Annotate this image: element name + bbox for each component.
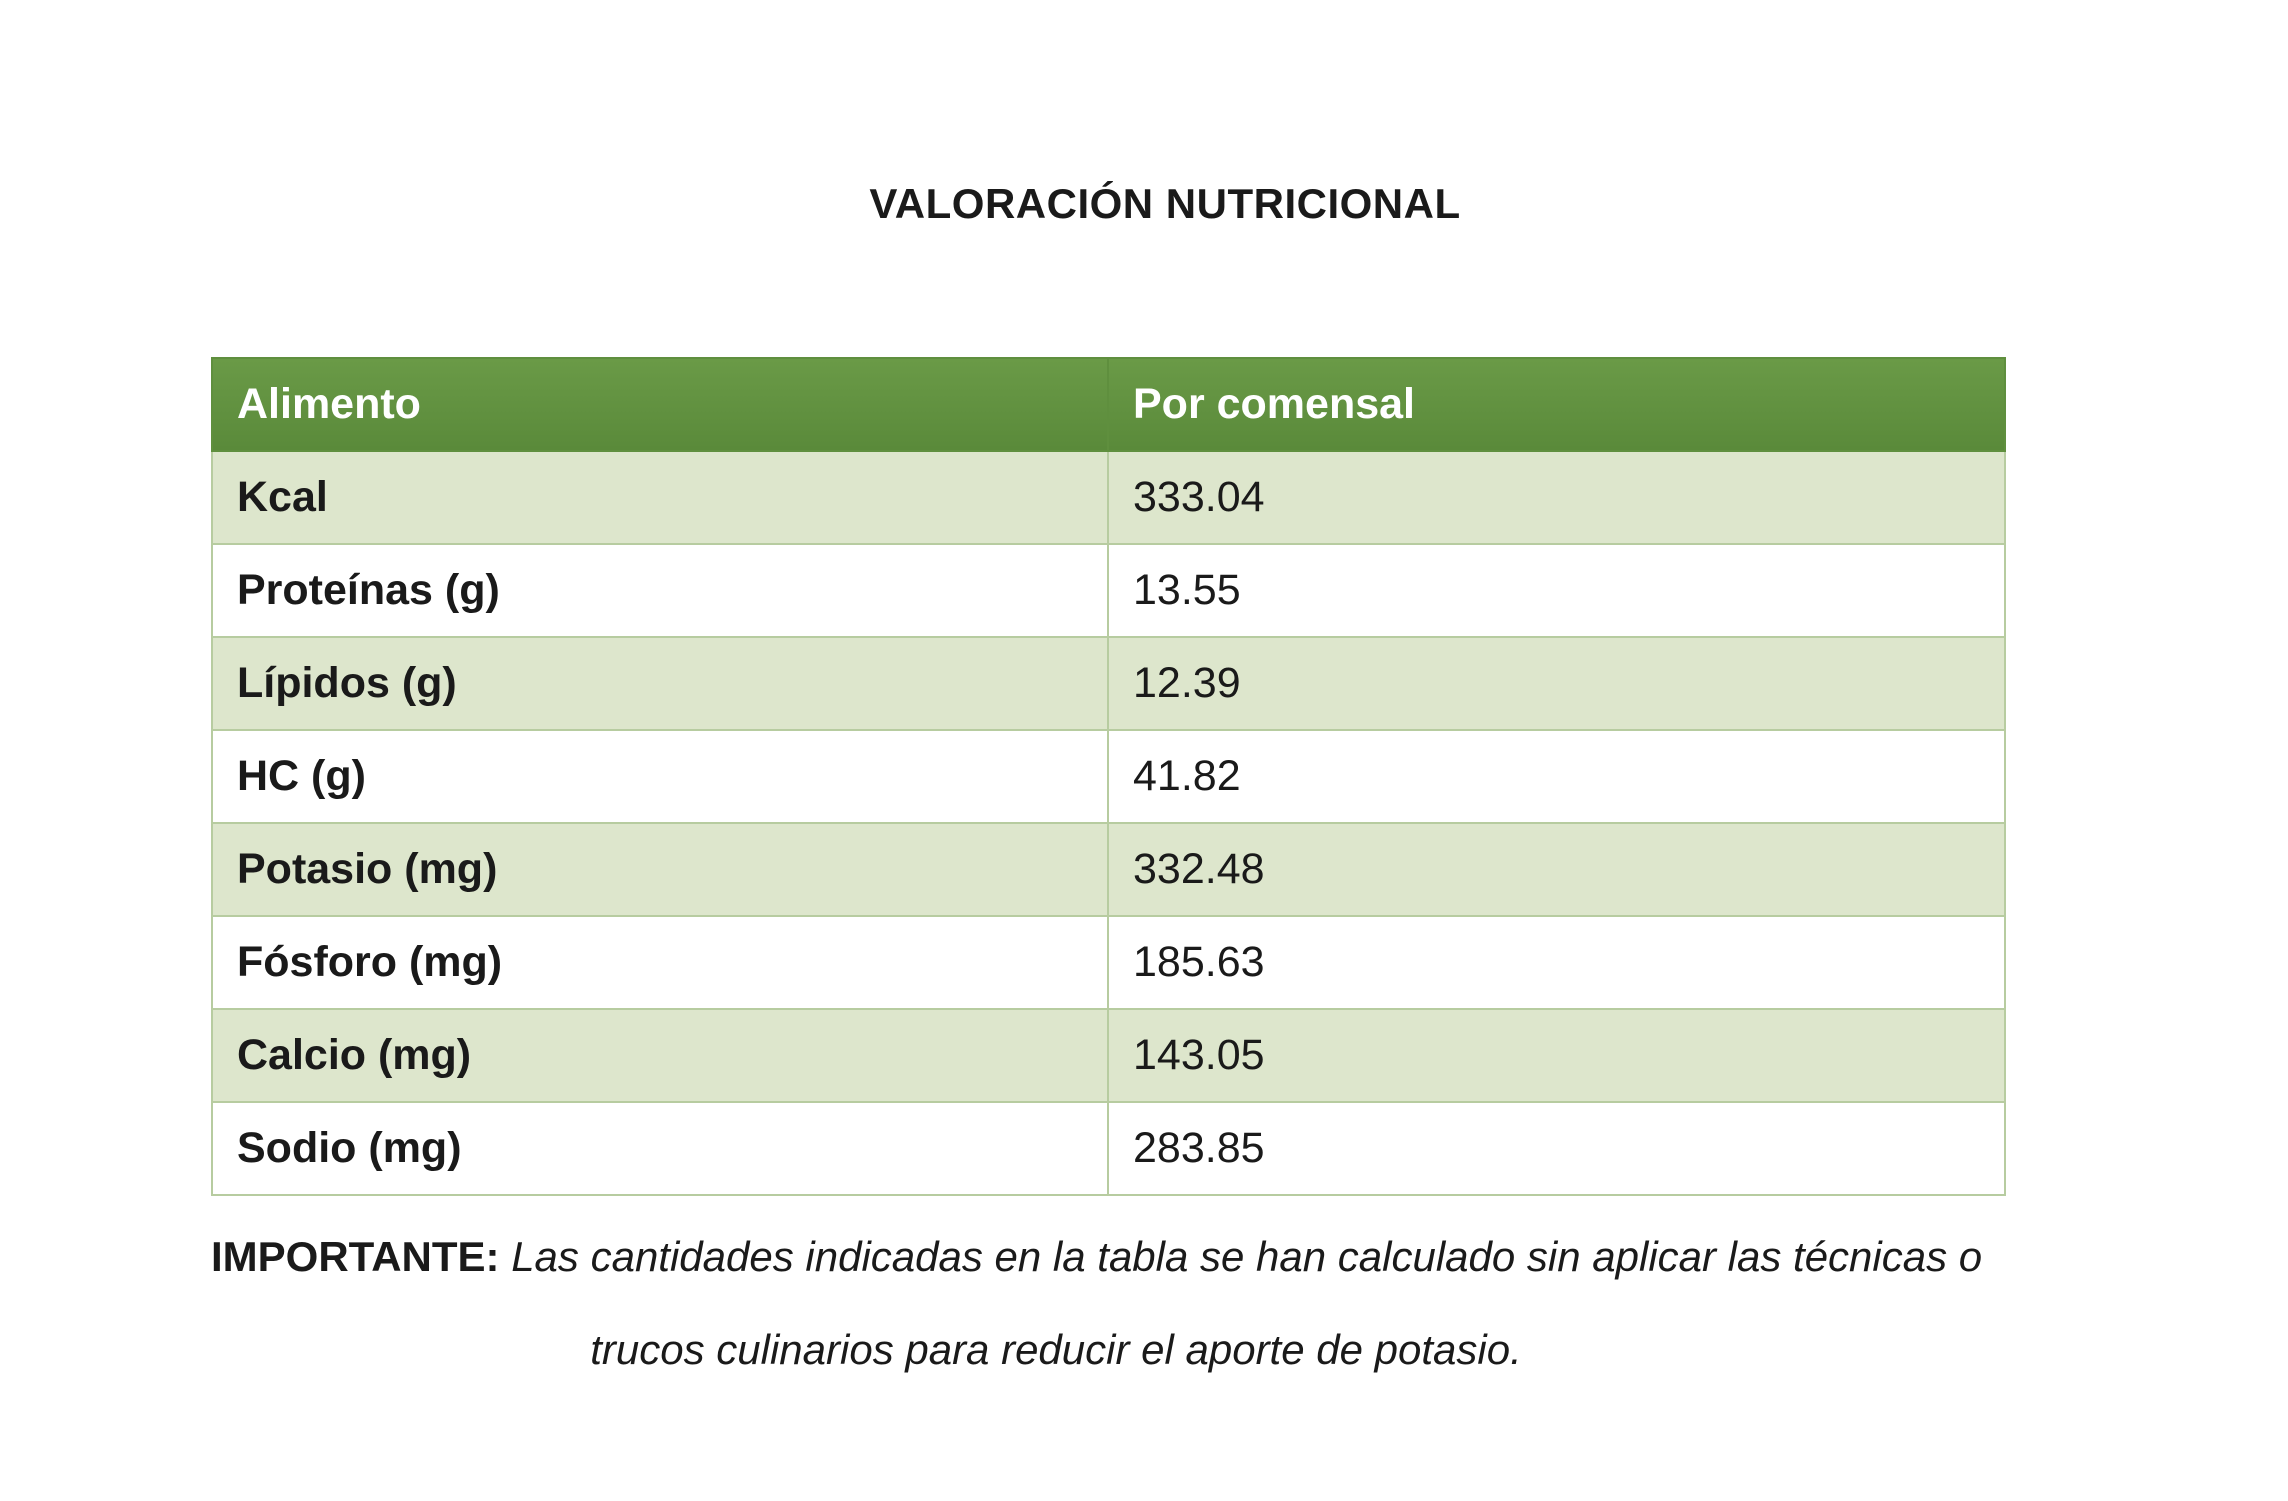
column-header-por-comensal: Por comensal [1108, 358, 2005, 451]
row-value: 41.82 [1108, 730, 2005, 823]
note-label: IMPORTANTE: [211, 1233, 500, 1280]
table-header-row [212, 358, 2005, 451]
column-header-alimento: Alimento [212, 358, 1108, 451]
note-text-line-1: Las cantidades indicadas en la tabla se han calculado sin aplicar las técnicas o [511, 1233, 1983, 1280]
row-value: 283.85 [1108, 1102, 2005, 1195]
page-title: VALORACIÓN NUTRICIONAL [869, 180, 1461, 227]
row-label: Fósforo (mg) [212, 916, 1108, 1009]
row-label: Lípidos (g) [212, 637, 1108, 730]
row-value: 185.63 [1108, 916, 2005, 1009]
row-value: 13.55 [1108, 544, 2005, 637]
table-row [212, 1102, 2005, 1195]
row-value: 143.05 [1108, 1009, 2005, 1102]
row-value: 12.39 [1108, 637, 2005, 730]
table-row [212, 1009, 2005, 1102]
note-line-2 [211, 1303, 1901, 1396]
row-label: Sodio (mg) [212, 1102, 1108, 1195]
table-row [212, 637, 2005, 730]
table-row [212, 823, 2005, 916]
row-label: Potasio (mg) [212, 823, 1108, 916]
table-row [212, 544, 2005, 637]
important-note [211, 1210, 2131, 1396]
row-label: HC (g) [212, 730, 1108, 823]
table-row [212, 451, 2005, 544]
note-text-line-2: trucos culinarios para reducir el aporte de potasio. [590, 1326, 1522, 1373]
nutrition-table [211, 357, 2006, 1196]
row-label: Calcio (mg) [212, 1009, 1108, 1102]
row-value: 333.04 [1108, 451, 2005, 544]
table-row [212, 730, 2005, 823]
row-label: Proteínas (g) [212, 544, 1108, 637]
row-value: 332.48 [1108, 823, 2005, 916]
row-label: Kcal [212, 451, 1108, 544]
note-line-1 [211, 1210, 2131, 1303]
table-row [212, 916, 2005, 1009]
